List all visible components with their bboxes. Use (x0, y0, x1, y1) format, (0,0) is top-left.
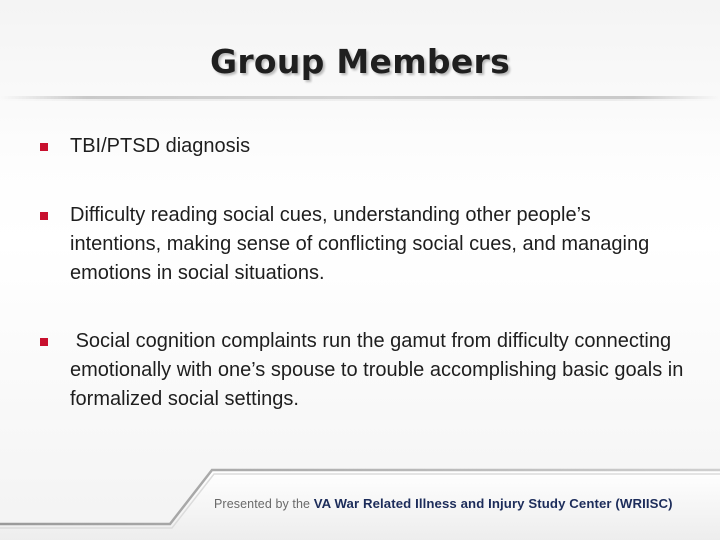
footer-organization: VA War Related Illness and Injury Study Center (WRIISC) (313, 496, 673, 511)
bullet-text: Difficulty reading social cues, understanding other people’s intentions, making sense of conflicting social cues, and managing emotions in social situations. (70, 204, 655, 284)
bullet-text: TBI/PTSD diagnosis (70, 135, 251, 157)
footer-prefix: Presented by the (214, 497, 314, 511)
footer-credit (214, 496, 694, 511)
slide-title: Group Members (209, 42, 511, 81)
square-bullet-icon (40, 338, 48, 346)
bullet-text: Social cognition complaints run the gamut from difficulty connecting emotionally with one’s spouse to trouble accomplishing basic goals in formalized social settings. (70, 330, 689, 410)
title-divider-shade (0, 99, 720, 101)
square-bullet-icon (40, 212, 48, 220)
square-bullet-icon (40, 143, 48, 151)
